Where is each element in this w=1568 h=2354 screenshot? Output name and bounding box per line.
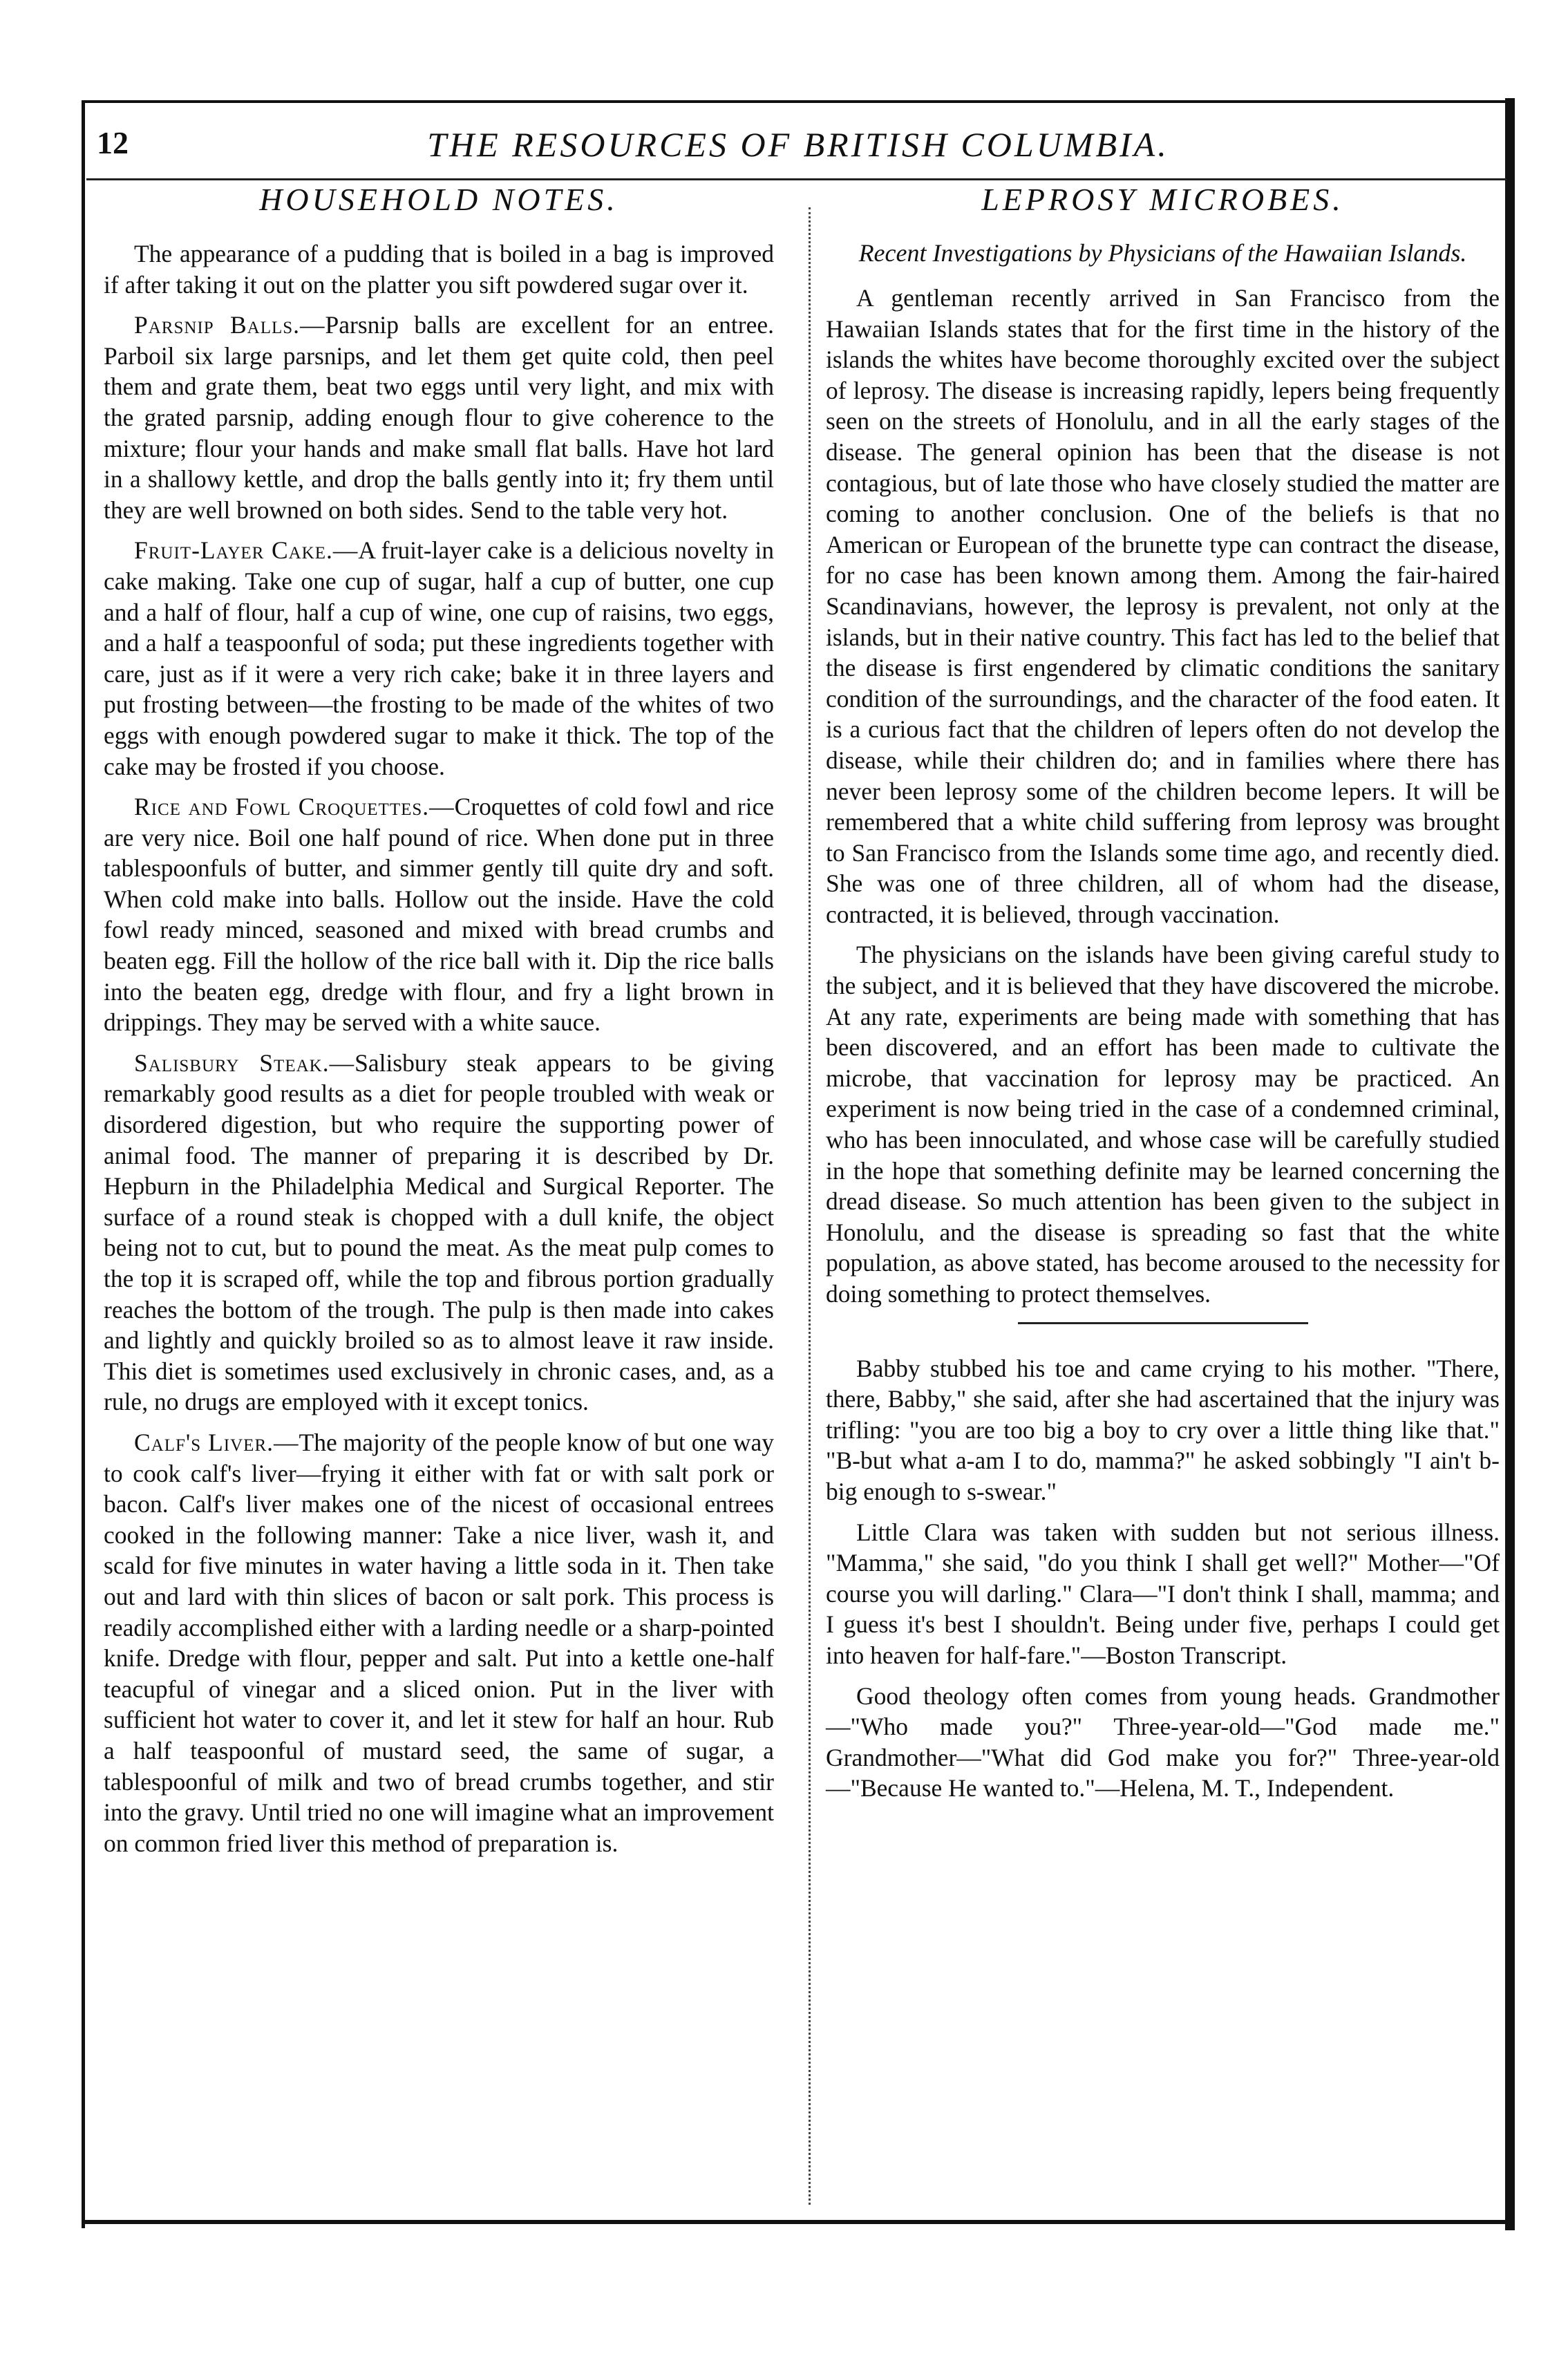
recipe-title: Parsnip Balls.— — [134, 311, 325, 339]
page-header — [97, 124, 1500, 173]
leprosy-microbes-column — [826, 181, 1500, 1814]
recipe-text: The majority of the people know of but one way to cook calf's liver—frying it either with fat or with salt pork or bacon. Calf's liver makes one of the nicest of occasional entrees cooked in the following manner: Take a nice liver, wash it, and scald for five minutes in water having a little soda in it. Then take out and lard with thin slices of bacon or salt pork. This process is readily accomplished either with a larding needle or a sharp-pointed knife. Dredge with flour, pepper and salt. Put into a kettle one-half teacupful of vinegar and a sliced onion. Put in the liver with sufficient hot water to cover it, and let it stew for half an hour. Rub a half teaspoonful of mustard seed, the same of sugar, a tablespoonful of milk and two of bread crumbs together, and stir into the gravy. Until tried no one will imagine what an improvement on common fried liver this method of preparation is. — [104, 1428, 775, 1857]
column-divider — [809, 207, 811, 2205]
anecdote-babby: Babby stubbed his toe and came crying to his mother. "There, there, Babby," she said, after she had ascertained that the injury was trifling: "you are too big a boy to cry over a little thing like that." "B-but what a-am I to do, mamma?" he asked sobbingly "I ain't b-big enough to s-swear." — [826, 1354, 1500, 1505]
anecdote-good-theology: Good theology often comes from young heads. Grandmother—"Who made you?" Three-year-old—"God made me." Grandmother—"What did God make you for?" Three-year-old—"Because He wanted to."—Helena, M. T., Independent. — [826, 1682, 1500, 1802]
rice-fowl-croquettes-recipe — [104, 791, 774, 1038]
calfs-liver-recipe — [104, 1427, 774, 1858]
recipe-title: Calf's Liver.— — [134, 1428, 299, 1456]
page-border-bottom-rule — [82, 2220, 1515, 2224]
household-notes-heading: HOUSEHOLD NOTES. — [259, 182, 618, 217]
recipe-title: Fruit-Layer Cake.— — [134, 536, 359, 565]
article-paragraph: A gentleman recently arrived in San Francisco from the Hawaiian Islands states that for the first time in the history of the islands the whites have become thoroughly excited over the subject of leprosy. The disease is increasing rapidly, lepers being frequently seen on the streets of Honolulu, and in all the early stages of the disease. The general opinion has been that the disease is not contagious, but of late those who have closely studied the matter are coming to another conclusion. One of the beliefs is that no American or European of the brunette type can contract the disease, for no case has been known among them. Among the fair-haired Scandinavians, however, the leprosy is prevalent, not only at the islands, but in their native country. This fact has led to the belief that the disease is first engendered by climatic conditions the sanitary condition of the surroundings, and the character of the food eaten. It is a curious fact that the children of lepers often do not develop the disease, while their children do; and in families where there has never been leprosy some of the children become lepers. It will be remembered that a white child suffering from leprosy was brought to San Francisco from the Islands some time ago, and recently died. She was one of three children, all of whom had the disease, contracted, it is believed, through vaccination. — [826, 284, 1500, 928]
household-notes-column — [104, 181, 774, 1868]
fruit-layer-cake-recipe — [104, 535, 774, 782]
recipe-text: Croquettes of cold fowl and rice are very nice. Boil one half pound of rice. When done put in three tablespoonfuls of butter, and simmer gently till quite dry and soft. When cold make into balls. Hollow out the inside. Have the cold fowl ready minced, seasoned and mixed with bread crumbs and beaten egg. Fill the hollow of the rice ball with it. Dip the rice balls into the beaten egg, dredge with flour, and fry a light brown in drippings. They may be served with a white sauce. — [104, 793, 774, 1037]
parsnip-balls-recipe — [104, 310, 774, 525]
section-divider-rule — [1018, 1322, 1308, 1324]
recipe-text: Parsnip balls are excellent for an entree. Parboil six large parsnips, and let them get quite cold, then peel them and grate them, beat two eggs until very light, and mix with the grated parsnip, adding enough flour to give coherence to the mixture; flour your hands and make small flat balls. Have hot lard in a shallowy kettle, and drop the balls gently into it; fry them until they are well browned on both sides. Send to the table very hot. — [104, 311, 774, 524]
page-number: 12 — [97, 125, 129, 160]
article-subtitle: Recent Investigations by Physicians of the Hawaiian Islands. — [858, 239, 1467, 267]
pudding-note: The appearance of a pudding that is boiled in a bag is improved if after taking it out on the platter you sift powdered sugar over it. — [104, 240, 774, 299]
recipe-title: Salisbury Steak.— — [134, 1048, 355, 1077]
recipe-title: Rice and Fowl Croquettes.— — [134, 793, 455, 821]
anecdote-little-clara: Little Clara was taken with sudden but not serious illness. "Mamma," she said, "do you think I shall get well?" Mother—"Of course you will darling." Clara—"I don't think I shall, mamma; and I guess it's best I shouldn't. Being under five, perhaps I could get into heaven for half-fare."—Boston Transcript. — [826, 1518, 1500, 1669]
page-border-right-rule — [1505, 98, 1515, 2230]
salisbury-steak-note — [104, 1048, 774, 1418]
article-paragraph: The physicians on the islands have been giving careful study to the subject, and it is believed that they have discovered the microbe. At any rate, experiments are being made with something that has been discovered, and an effort has been made to cultivate the microbe, that vaccination for leprosy may be practiced. An experiment is now being tried in the case of a condemned criminal, who has been innoculated, and whose case will be carefully studied in the hope that something definite may be learned concerning the dread disease. So much attention has been given to the subject in Honolulu, and the disease is spreading so fast that the white population, as above stated, has become aroused to the necessity for doing something to protect themselves. — [826, 941, 1500, 1308]
recipe-text: Salisbury steak appears to be giving remarkably good results as a diet for people troubled with weak or disordered digestion, but who require the supporting power of animal food. The manner of preparing it is described by Dr. Hepburn in the Philadelphia Medical and Surgical Reporter. The surface of a round steak is chopped with a dull knife, the object being not to cut, but to pound the meat. As the meat pulp comes to the top it is scraped off, while the top and fibrous portion gradually reaches the bottom of the trough. The pulp is then made into cakes and lightly and quickly broiled so as to almost leave it raw inside. This diet is sometimes used exclusively in chronic cases, and, as a rule, no drugs are employed with it except tonics. — [104, 1048, 774, 1416]
header-rule — [86, 178, 1506, 180]
running-title: THE RESOURCES OF BRITISH COLUMBIA. — [427, 125, 1169, 164]
leprosy-microbes-heading: LEPROSY MICROBES. — [981, 182, 1344, 217]
recipe-text: A fruit-layer cake is a delicious novelty in cake making. Take one cup of sugar, half a cup of butter, one cup and a half of flour, half a cup of wine, one cup of raisins, two eggs, and a half a teaspoonful of soda; put these ingredients together with care, just as if it were a very rich cake; bake it in three layers and put frosting between—the frosting to be made of the whites of two eggs with enough powdered sugar to make it thick. The top of the cake may be frosted if you choose. — [104, 536, 774, 780]
